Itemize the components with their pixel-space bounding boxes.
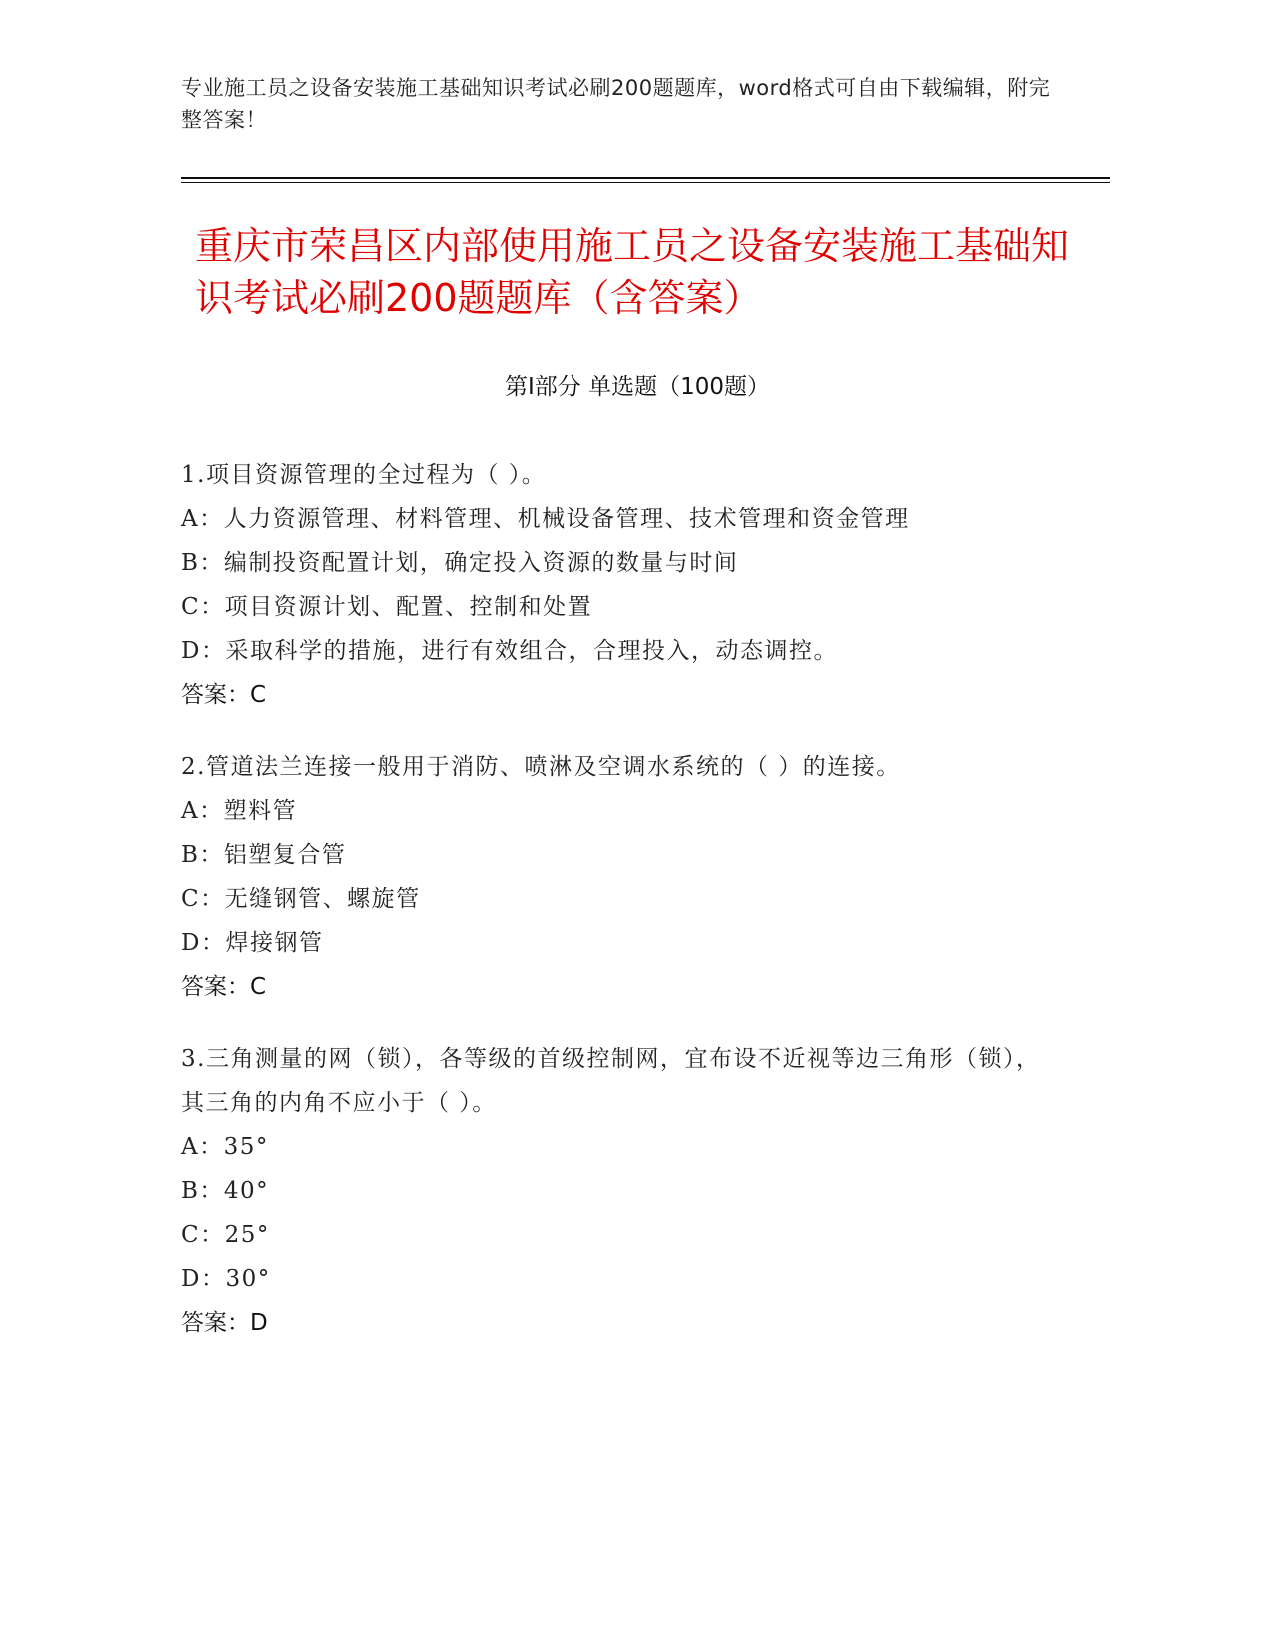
option-b: B：铝塑复合管 (181, 842, 347, 868)
header-note: 专业施工员之设备安装施工基础知识考试必刷200题题库，word格式可自由下载编辑，附完整答案！ (181, 76, 1051, 132)
option-c: C：无缝钢管、螺旋管 (181, 886, 421, 912)
option-a: A：塑料管 (181, 798, 298, 824)
question-stem: 2.管道法兰连接一般用于消防、喷淋及空调水系统的（ ）的连接。 (181, 754, 901, 780)
option-b: B：编制投资配置计划，确定投入资源的数量与时间 (181, 550, 739, 576)
section-heading: 第I部分 单选题（100题） (505, 374, 770, 400)
question-stem: 1.项目资源管理的全过程为（ ）。 (181, 462, 547, 488)
question-1 (181, 453, 1041, 717)
header-divider-thin (181, 182, 1110, 183)
document-title: 重庆市荣昌区内部使用施工员之设备安装施工基础知识考试必刷200题题库（含答案） (195, 224, 1070, 320)
option-c: C：25° (181, 1222, 270, 1248)
header-divider-thick (181, 177, 1110, 179)
question-stem: 3.三角测量的网（锁），各等级的首级控制网，宜布设不近视等边三角形（锁），其三角的内角不应小于（ ）。 (181, 1046, 1041, 1116)
question-list (181, 453, 1041, 1373)
answer: 答案：D (181, 1310, 268, 1336)
answer: 答案：C (181, 974, 267, 1000)
option-b: B：40° (181, 1178, 270, 1204)
option-d: D：焊接钢管 (181, 930, 324, 956)
answer: 答案：C (181, 682, 267, 708)
question-3 (181, 1037, 1041, 1345)
option-a: A：35° (181, 1134, 269, 1160)
option-c: C：项目资源计划、配置、控制和处置 (181, 594, 593, 620)
option-d: D：30° (181, 1266, 271, 1292)
option-d: D：采取科学的措施，进行有效组合，合理投入，动态调控。 (181, 638, 838, 664)
question-2 (181, 745, 1041, 1009)
option-a: A：人力资源管理、材料管理、机械设备管理、技术管理和资金管理 (181, 506, 910, 532)
